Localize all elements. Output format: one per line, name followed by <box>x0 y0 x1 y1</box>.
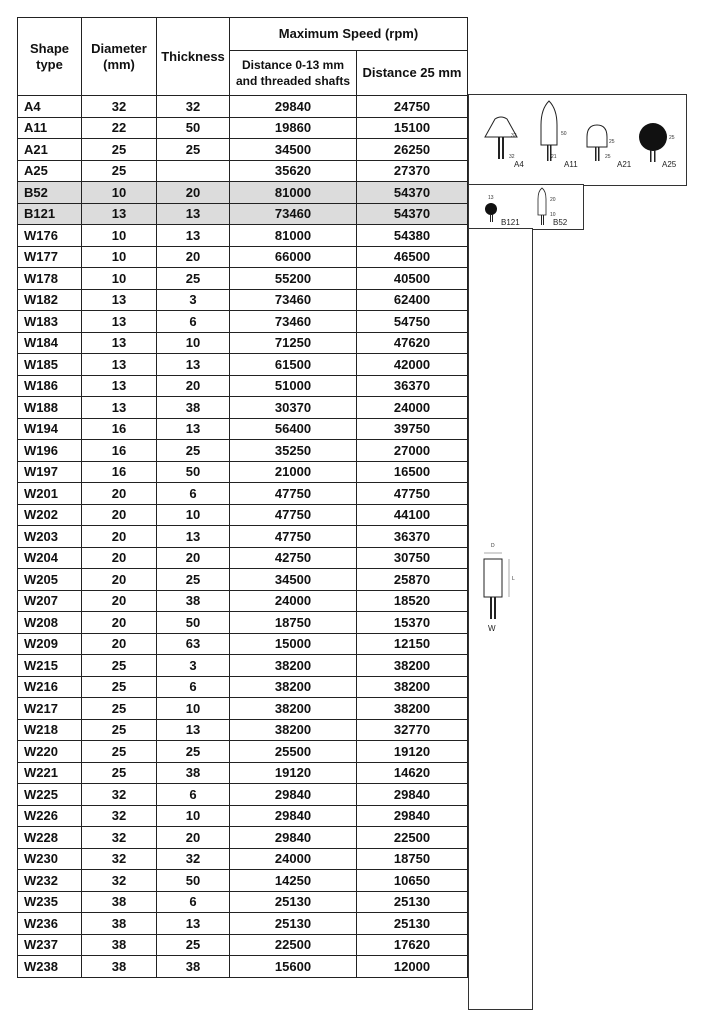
cell-diameter: 32 <box>82 805 157 827</box>
table-row <box>18 698 468 720</box>
cell-thickness: 20 <box>157 547 230 569</box>
cell-thickness: 50 <box>157 870 230 892</box>
cell-thickness: 20 <box>157 827 230 849</box>
cell-speed-25: 19120 <box>357 741 468 763</box>
table-row <box>18 203 468 225</box>
cell-shape: W184 <box>18 332 82 354</box>
cell-thickness: 3 <box>157 655 230 677</box>
cell-shape: W235 <box>18 891 82 913</box>
table-body <box>18 96 468 978</box>
a-series-diagram <box>468 94 687 186</box>
cell-speed-25: 12000 <box>357 956 468 978</box>
cell-diameter: 32 <box>82 784 157 806</box>
cell-speed-25: 15100 <box>357 117 468 139</box>
cell-speed-0-13: 25500 <box>230 741 357 763</box>
cell-diameter: 32 <box>82 848 157 870</box>
cell-speed-0-13: 18750 <box>230 612 357 634</box>
table-row <box>18 741 468 763</box>
cell-thickness: 20 <box>157 375 230 397</box>
cell-diameter: 20 <box>82 633 157 655</box>
cell-speed-0-13: 25130 <box>230 913 357 935</box>
table-row <box>18 805 468 827</box>
b-series-diagram <box>468 184 584 230</box>
cell-diameter: 38 <box>82 891 157 913</box>
cell-speed-25: 47750 <box>357 483 468 505</box>
cell-thickness: 63 <box>157 633 230 655</box>
table-row <box>18 139 468 161</box>
table-row <box>18 870 468 892</box>
cell-shape: W232 <box>18 870 82 892</box>
cell-shape: W209 <box>18 633 82 655</box>
cell-speed-25: 24750 <box>357 96 468 118</box>
cell-speed-25: 14620 <box>357 762 468 784</box>
b121-label: B121 <box>501 218 520 227</box>
cell-speed-25: 26250 <box>357 139 468 161</box>
cell-thickness: 38 <box>157 397 230 419</box>
cell-speed-0-13: 51000 <box>230 375 357 397</box>
cell-speed-25: 10650 <box>357 870 468 892</box>
cell-speed-25: 30750 <box>357 547 468 569</box>
cell-shape: W204 <box>18 547 82 569</box>
cell-speed-25: 17620 <box>357 934 468 956</box>
cell-diameter: 10 <box>82 225 157 247</box>
cell-thickness: 10 <box>157 504 230 526</box>
cell-thickness: 25 <box>157 139 230 161</box>
table-row <box>18 655 468 677</box>
cell-thickness: 10 <box>157 698 230 720</box>
cell-speed-0-13: 29840 <box>230 805 357 827</box>
cell-shape: W177 <box>18 246 82 268</box>
cell-thickness: 38 <box>157 956 230 978</box>
table-row <box>18 461 468 483</box>
cell-thickness: 50 <box>157 612 230 634</box>
cell-thickness: 3 <box>157 289 230 311</box>
cell-shape: W225 <box>18 784 82 806</box>
table-row <box>18 182 468 204</box>
table-row <box>18 246 468 268</box>
cell-diameter: 32 <box>82 96 157 118</box>
w-shape-icon <box>484 553 509 619</box>
cell-speed-0-13: 34500 <box>230 569 357 591</box>
cell-thickness: 20 <box>157 246 230 268</box>
cell-thickness: 13 <box>157 354 230 376</box>
cell-speed-25: 29840 <box>357 784 468 806</box>
a11-shape-icon <box>541 101 557 161</box>
cell-shape: A25 <box>18 160 82 182</box>
table-row <box>18 547 468 569</box>
cell-speed-0-13: 22500 <box>230 934 357 956</box>
table-row <box>18 848 468 870</box>
cell-diameter: 22 <box>82 117 157 139</box>
table-row <box>18 762 468 784</box>
svg-text:13: 13 <box>488 195 494 201</box>
cell-speed-25: 40500 <box>357 268 468 290</box>
cell-speed-25: 38200 <box>357 676 468 698</box>
cell-diameter: 13 <box>82 354 157 376</box>
cell-diameter: 38 <box>82 913 157 935</box>
cell-diameter: 20 <box>82 590 157 612</box>
table-row <box>18 160 468 182</box>
a25-label: A25 <box>662 160 677 169</box>
cell-speed-25: 27370 <box>357 160 468 182</box>
cell-speed-0-13: 35620 <box>230 160 357 182</box>
header-diameter: Diameter (mm) <box>82 18 157 96</box>
cell-speed-25: 46500 <box>357 246 468 268</box>
cell-thickness: 32 <box>157 848 230 870</box>
table-row <box>18 117 468 139</box>
cell-speed-0-13: 38200 <box>230 719 357 741</box>
cell-diameter: 16 <box>82 461 157 483</box>
cell-speed-0-13: 47750 <box>230 483 357 505</box>
cell-speed-0-13: 29840 <box>230 784 357 806</box>
cell-thickness: 6 <box>157 311 230 333</box>
cell-speed-0-13: 35250 <box>230 440 357 462</box>
cell-shape: B52 <box>18 182 82 204</box>
cell-speed-0-13: 61500 <box>230 354 357 376</box>
table-row <box>18 354 468 376</box>
table-row <box>18 96 468 118</box>
table-row <box>18 612 468 634</box>
svg-text:32: 32 <box>509 154 515 160</box>
cell-speed-25: 29840 <box>357 805 468 827</box>
cell-speed-0-13: 71250 <box>230 332 357 354</box>
cell-shape: W176 <box>18 225 82 247</box>
cell-thickness: 20 <box>157 182 230 204</box>
cell-shape: W208 <box>18 612 82 634</box>
cell-diameter: 25 <box>82 655 157 677</box>
table-row <box>18 569 468 591</box>
cell-thickness: 6 <box>157 676 230 698</box>
table-row <box>18 397 468 419</box>
cell-shape: W183 <box>18 311 82 333</box>
cell-speed-25: 16500 <box>357 461 468 483</box>
cell-shape: W196 <box>18 440 82 462</box>
cell-shape: W221 <box>18 762 82 784</box>
cell-shape: W205 <box>18 569 82 591</box>
cell-speed-0-13: 15600 <box>230 956 357 978</box>
svg-text:20: 20 <box>550 197 556 203</box>
cell-diameter: 38 <box>82 934 157 956</box>
cell-speed-0-13: 14250 <box>230 870 357 892</box>
b121-shape-icon <box>485 203 497 222</box>
table-row <box>18 332 468 354</box>
cell-diameter: 25 <box>82 762 157 784</box>
cell-diameter: 32 <box>82 827 157 849</box>
a21-shape-icon <box>587 125 607 161</box>
table-row <box>18 311 468 333</box>
cell-speed-0-13: 38200 <box>230 655 357 677</box>
cell-speed-25: 15370 <box>357 612 468 634</box>
cell-speed-0-13: 47750 <box>230 504 357 526</box>
cell-shape: W228 <box>18 827 82 849</box>
cell-speed-25: 32770 <box>357 719 468 741</box>
cell-speed-0-13: 73460 <box>230 203 357 225</box>
cell-speed-0-13: 24000 <box>230 848 357 870</box>
cell-thickness: 25 <box>157 268 230 290</box>
cell-speed-0-13: 56400 <box>230 418 357 440</box>
b52-shape-icon <box>538 188 546 225</box>
cell-diameter: 16 <box>82 418 157 440</box>
a4-label: A4 <box>514 160 524 169</box>
table-row <box>18 827 468 849</box>
cell-speed-0-13: 81000 <box>230 182 357 204</box>
cell-speed-25: 25130 <box>357 891 468 913</box>
cell-shape: W220 <box>18 741 82 763</box>
svg-text:32: 32 <box>511 133 517 139</box>
cell-thickness: 25 <box>157 934 230 956</box>
cell-speed-25: 38200 <box>357 655 468 677</box>
cell-speed-0-13: 38200 <box>230 676 357 698</box>
cell-shape: W237 <box>18 934 82 956</box>
svg-text:21: 21 <box>551 154 557 160</box>
header-distance-25: Distance 25 mm <box>357 51 468 96</box>
header-shape-type: Shape type <box>18 18 82 96</box>
header-thickness: Thickness <box>157 18 230 96</box>
cell-thickness: 25 <box>157 741 230 763</box>
cell-diameter: 20 <box>82 612 157 634</box>
cell-speed-0-13: 66000 <box>230 246 357 268</box>
table-row <box>18 676 468 698</box>
cell-shape: W188 <box>18 397 82 419</box>
cell-thickness: 25 <box>157 569 230 591</box>
cell-thickness: 13 <box>157 913 230 935</box>
cell-speed-0-13: 29840 <box>230 96 357 118</box>
cell-speed-0-13: 34500 <box>230 139 357 161</box>
cell-diameter: 10 <box>82 246 157 268</box>
cell-speed-25: 25870 <box>357 569 468 591</box>
cell-shape: W217 <box>18 698 82 720</box>
svg-text:25: 25 <box>609 139 615 145</box>
cell-diameter: 38 <box>82 956 157 978</box>
cell-speed-25: 54380 <box>357 225 468 247</box>
cell-diameter: 13 <box>82 375 157 397</box>
cell-shape: W197 <box>18 461 82 483</box>
table-row <box>18 483 468 505</box>
table-row <box>18 268 468 290</box>
cell-speed-25: 62400 <box>357 289 468 311</box>
cell-speed-0-13: 73460 <box>230 289 357 311</box>
svg-text:25: 25 <box>669 135 675 141</box>
cell-shape: W226 <box>18 805 82 827</box>
table-row <box>18 440 468 462</box>
table-row <box>18 956 468 978</box>
cell-shape: W218 <box>18 719 82 741</box>
cell-shape: W194 <box>18 418 82 440</box>
svg-text:D: D <box>491 543 495 549</box>
cell-speed-25: 42000 <box>357 354 468 376</box>
cell-speed-25: 18520 <box>357 590 468 612</box>
cell-diameter: 20 <box>82 504 157 526</box>
cell-diameter: 25 <box>82 676 157 698</box>
cell-shape: W186 <box>18 375 82 397</box>
cell-thickness: 38 <box>157 762 230 784</box>
cell-speed-25: 22500 <box>357 827 468 849</box>
cell-diameter: 13 <box>82 311 157 333</box>
cell-thickness: 50 <box>157 461 230 483</box>
cell-diameter: 25 <box>82 139 157 161</box>
table-row <box>18 633 468 655</box>
cell-shape: A21 <box>18 139 82 161</box>
cell-diameter: 20 <box>82 526 157 548</box>
cell-shape: W207 <box>18 590 82 612</box>
cell-shape: W178 <box>18 268 82 290</box>
table-row <box>18 526 468 548</box>
cell-shape: W236 <box>18 913 82 935</box>
cell-speed-0-13: 21000 <box>230 461 357 483</box>
cell-speed-0-13: 81000 <box>230 225 357 247</box>
cell-thickness: 10 <box>157 332 230 354</box>
cell-diameter: 20 <box>82 569 157 591</box>
cell-thickness: 6 <box>157 784 230 806</box>
cell-speed-0-13: 55200 <box>230 268 357 290</box>
header-distance-0-13: Distance 0-13 mm and threaded shafts <box>230 51 357 96</box>
cell-diameter: 25 <box>82 719 157 741</box>
header-max-speed: Maximum Speed (rpm) <box>230 18 468 51</box>
cell-speed-25: 36370 <box>357 375 468 397</box>
cell-speed-0-13: 19860 <box>230 117 357 139</box>
cell-speed-25: 12150 <box>357 633 468 655</box>
a25-shape-icon <box>639 123 667 162</box>
cell-thickness: 13 <box>157 225 230 247</box>
cell-diameter: 32 <box>82 870 157 892</box>
table-header <box>18 18 468 96</box>
table-row <box>18 418 468 440</box>
cell-shape: W182 <box>18 289 82 311</box>
cell-thickness <box>157 160 230 182</box>
cell-thickness: 13 <box>157 719 230 741</box>
cell-speed-0-13: 29840 <box>230 827 357 849</box>
table-row <box>18 784 468 806</box>
cell-diameter: 16 <box>82 440 157 462</box>
cell-speed-25: 39750 <box>357 418 468 440</box>
table-row <box>18 719 468 741</box>
cell-speed-25: 54370 <box>357 182 468 204</box>
cell-diameter: 13 <box>82 397 157 419</box>
cell-speed-0-13: 38200 <box>230 698 357 720</box>
cell-diameter: 20 <box>82 483 157 505</box>
cell-speed-0-13: 30370 <box>230 397 357 419</box>
cell-speed-0-13: 25130 <box>230 891 357 913</box>
cell-diameter: 13 <box>82 332 157 354</box>
cell-speed-0-13: 19120 <box>230 762 357 784</box>
svg-text:10: 10 <box>550 212 556 218</box>
cell-speed-0-13: 24000 <box>230 590 357 612</box>
cell-diameter: 25 <box>82 160 157 182</box>
cell-shape: W216 <box>18 676 82 698</box>
cell-thickness: 13 <box>157 526 230 548</box>
table-row <box>18 891 468 913</box>
cell-speed-25: 44100 <box>357 504 468 526</box>
cell-shape: W201 <box>18 483 82 505</box>
cell-shape: W185 <box>18 354 82 376</box>
cell-speed-25: 36370 <box>357 526 468 548</box>
table-row <box>18 375 468 397</box>
cell-speed-0-13: 47750 <box>230 526 357 548</box>
cell-diameter: 25 <box>82 698 157 720</box>
cell-shape: W203 <box>18 526 82 548</box>
cell-speed-0-13: 15000 <box>230 633 357 655</box>
cell-diameter: 10 <box>82 268 157 290</box>
svg-text:L: L <box>512 576 515 582</box>
cell-speed-25: 18750 <box>357 848 468 870</box>
table-row <box>18 934 468 956</box>
w-series-diagram <box>468 228 533 1010</box>
cell-diameter: 13 <box>82 289 157 311</box>
cell-speed-25: 27000 <box>357 440 468 462</box>
cell-thickness: 6 <box>157 483 230 505</box>
cell-thickness: 6 <box>157 891 230 913</box>
cell-thickness: 10 <box>157 805 230 827</box>
cell-diameter: 20 <box>82 547 157 569</box>
cell-diameter: 10 <box>82 182 157 204</box>
cell-shape: A11 <box>18 117 82 139</box>
cell-speed-25: 38200 <box>357 698 468 720</box>
cell-shape: W215 <box>18 655 82 677</box>
speed-table <box>17 17 468 978</box>
cell-speed-0-13: 73460 <box>230 311 357 333</box>
cell-speed-25: 25130 <box>357 913 468 935</box>
cell-thickness: 32 <box>157 96 230 118</box>
cell-thickness: 13 <box>157 418 230 440</box>
cell-speed-25: 24000 <box>357 397 468 419</box>
b52-label: B52 <box>553 218 568 227</box>
cell-diameter: 25 <box>82 741 157 763</box>
cell-speed-25: 54750 <box>357 311 468 333</box>
table-row <box>18 504 468 526</box>
a21-label: A21 <box>617 160 632 169</box>
cell-shape: A4 <box>18 96 82 118</box>
svg-text:25: 25 <box>605 154 611 160</box>
cell-thickness: 38 <box>157 590 230 612</box>
svg-text:50: 50 <box>561 131 567 137</box>
table-row <box>18 913 468 935</box>
a11-label: A11 <box>564 160 578 169</box>
cell-speed-0-13: 42750 <box>230 547 357 569</box>
table-row <box>18 590 468 612</box>
w-label: W <box>488 624 496 633</box>
cell-thickness: 50 <box>157 117 230 139</box>
cell-shape: W230 <box>18 848 82 870</box>
cell-thickness: 13 <box>157 203 230 225</box>
cell-shape: W202 <box>18 504 82 526</box>
cell-speed-25: 54370 <box>357 203 468 225</box>
table-row <box>18 225 468 247</box>
cell-speed-25: 47620 <box>357 332 468 354</box>
cell-shape: W238 <box>18 956 82 978</box>
cell-diameter: 13 <box>82 203 157 225</box>
cell-thickness: 25 <box>157 440 230 462</box>
table-row <box>18 289 468 311</box>
cell-shape: B121 <box>18 203 82 225</box>
